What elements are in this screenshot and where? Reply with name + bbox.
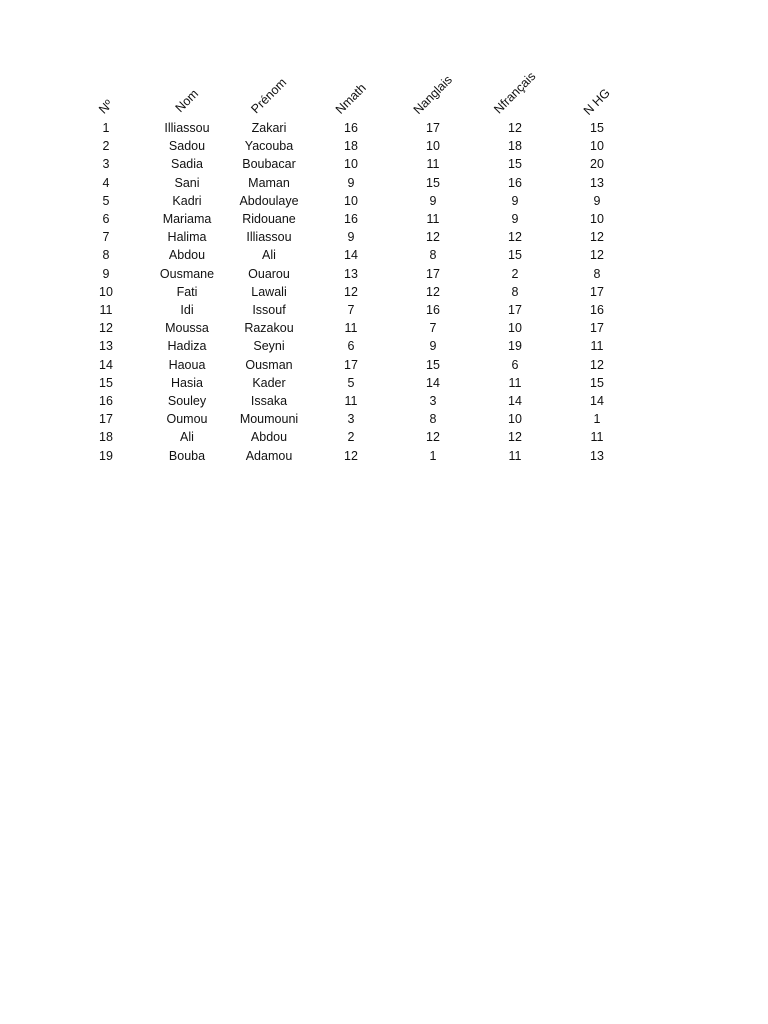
cell-col-nanglais: 11 [426,157,440,172]
header-col-nhg: N HG [580,85,613,118]
cell-col-nmath: 18 [344,139,358,154]
cell-col-nmath: 13 [344,266,358,281]
cell-col-nanglais: 9 [429,339,437,354]
cell-col-nmath: 3 [347,412,355,427]
cell-col-nanglais: 11 [426,212,440,226]
cell-col-nanglais: 16 [426,303,440,317]
cell-col-nfrancais: 12 [508,121,522,135]
cell-col-nanglais: 8 [429,248,437,263]
cell-col-nom: Moussa [165,321,209,336]
cell-col-nfrancais: 16 [508,175,522,190]
cell-col-nmath: 14 [344,248,358,263]
cell-col-nanglais: 9 [429,193,437,208]
header-col-prenom: Prénom [248,75,290,117]
cell-col-nanglais: 3 [429,394,437,408]
cell-col-nmath: 5 [347,375,355,390]
cell-col-no: 1 [102,121,110,135]
cell-col-nfrancais: 14 [508,394,522,408]
cell-col-nhg: 12 [590,357,604,372]
cell-col-nhg: 10 [590,212,604,226]
cell-col-nfrancais: 12 [508,430,522,445]
cell-col-nfrancais: 15 [508,157,522,172]
cell-col-nom: Illiassou [164,121,210,135]
cell-col-no: 17 [99,412,113,427]
cell-col-nmath: 6 [347,339,355,354]
cell-col-nom: Sadia [171,157,203,172]
header-col-no: Nº [96,97,116,117]
cell-col-nom: Souley [167,394,207,408]
cell-col-nhg: 12 [590,248,604,263]
cell-col-nhg: 17 [590,321,604,336]
cell-col-nmath: 7 [347,303,355,317]
cell-col-nom: Abdou [168,248,206,263]
cell-col-prenom: Ouarou [248,266,290,281]
cell-col-prenom: Ridouane [242,212,296,226]
cell-col-prenom: Abdoulaye [239,193,299,208]
cell-col-nom: Haoua [168,357,206,372]
cell-col-no: 2 [102,139,110,154]
cell-col-nmath: 11 [344,321,358,336]
header-col-nanglais: Nanglais [410,72,455,117]
cell-col-prenom: Abdou [250,430,288,445]
cell-col-nfrancais: 18 [508,139,522,154]
cell-col-nfrancais: 15 [508,248,522,263]
cell-col-nanglais: 17 [426,121,440,135]
cell-col-no: 14 [99,357,113,372]
cell-col-nhg: 15 [590,121,604,135]
cell-col-nfrancais: 19 [508,339,522,354]
cell-col-nfrancais: 2 [511,266,519,281]
cell-col-nom: Bouba [168,448,206,463]
header-col-nfrancais: Nfrançais [491,69,539,117]
cell-col-nhg: 11 [590,430,604,445]
cell-col-nom: Hasia [171,375,203,390]
cell-col-no: 13 [99,339,113,354]
cell-col-nhg: 8 [593,266,601,281]
cell-col-nmath: 10 [344,193,358,208]
cell-col-prenom: Boubacar [242,157,296,172]
cell-col-nanglais: 12 [426,284,440,299]
cell-col-prenom: Moumouni [239,412,299,427]
cell-col-nom: Sani [174,175,200,190]
cell-col-nhg: 13 [590,175,604,190]
cell-col-no: 19 [99,448,113,463]
cell-col-nanglais: 17 [426,266,440,281]
cell-col-nom: Oumou [166,412,208,427]
cell-col-nanglais: 15 [426,357,440,372]
cell-col-nanglais: 7 [429,321,437,336]
cell-col-prenom: Kader [252,375,286,390]
cell-col-nom: Halima [167,230,207,245]
cell-col-nfrancais: 12 [508,230,522,245]
header-col-nom: Nom [172,86,202,116]
cell-col-no: 10 [99,284,113,299]
cell-col-nmath: 16 [344,212,358,226]
cell-col-nmath: 9 [347,230,355,245]
cell-col-nfrancais: 10 [508,412,522,427]
cell-col-prenom: Ali [262,248,276,263]
cell-col-nhg: 15 [590,375,604,390]
cell-col-nom: Ali [180,430,194,445]
cell-col-no: 4 [102,175,110,190]
cell-col-nfrancais: 9 [511,193,519,208]
cell-col-nmath: 9 [347,175,355,190]
cell-col-nfrancais: 10 [508,321,522,336]
cell-col-no: 16 [99,394,113,408]
cell-col-no: 3 [102,157,110,172]
cell-col-nmath: 10 [344,157,358,172]
cell-col-prenom: Lawali [251,284,287,299]
cell-col-nom: Sadou [168,139,206,154]
cell-col-nhg: 10 [590,139,604,154]
cell-col-nfrancais: 6 [511,357,519,372]
cell-col-prenom: Zakari [251,121,287,135]
cell-col-nanglais: 12 [426,430,440,445]
cell-col-nmath: 12 [344,284,358,299]
cell-col-nmath: 12 [344,448,358,463]
cell-col-no: 8 [102,248,110,263]
cell-col-prenom: Seyni [253,339,285,354]
cell-col-no: 12 [99,321,113,336]
cell-col-nom: Ousmane [159,266,215,281]
cell-col-nfrancais: 8 [511,284,519,299]
cell-col-no: 9 [102,266,110,281]
cell-col-nhg: 14 [590,394,604,408]
cell-col-nfrancais: 9 [511,212,519,226]
cell-col-nom: Kadri [172,193,202,208]
cell-col-nhg: 12 [590,230,604,245]
header-col-nmath: Nmath [332,80,369,117]
cell-col-prenom: Maman [248,175,290,190]
cell-col-no: 7 [102,230,110,245]
cell-col-nhg: 13 [590,448,604,463]
cell-col-nom: Hadiza [167,339,207,354]
cell-col-nom: Idi [180,303,194,317]
cell-col-nanglais: 14 [426,375,440,390]
cell-col-nfrancais: 17 [508,303,522,317]
cell-col-no: 15 [99,375,113,390]
cell-col-prenom: Ousman [245,357,293,372]
cell-col-prenom: Adamou [245,448,293,463]
cell-col-nanglais: 12 [426,230,440,245]
cell-col-nanglais: 15 [426,175,440,190]
cell-col-nom: Fati [176,284,198,299]
cell-col-nanglais: 10 [426,139,440,154]
cell-col-prenom: Issaka [250,394,288,408]
cell-col-nanglais: 1 [429,448,437,463]
cell-col-nfrancais: 11 [508,448,522,463]
cell-col-nmath: 2 [347,430,355,445]
cell-col-no: 6 [102,212,110,226]
cell-col-no: 5 [102,193,110,208]
cell-col-nmath: 17 [344,357,358,372]
cell-col-nhg: 9 [593,193,601,208]
cell-col-nmath: 16 [344,121,358,135]
cell-col-nfrancais: 11 [508,375,522,390]
cell-col-nom: Mariama [162,212,212,226]
cell-col-prenom: Illiassou [246,230,292,245]
cell-col-nhg: 20 [590,157,604,172]
cell-col-nmath: 11 [344,394,358,408]
cell-col-nanglais: 8 [429,412,437,427]
cell-col-prenom: Razakou [244,321,294,336]
cell-col-nhg: 11 [590,339,604,354]
cell-col-nhg: 1 [593,412,601,427]
cell-col-no: 18 [99,430,113,445]
cell-col-nhg: 17 [590,284,604,299]
cell-col-prenom: Yacouba [244,139,294,154]
cell-col-prenom: Issouf [252,303,286,317]
cell-col-nhg: 16 [590,303,604,317]
cell-col-no: 11 [99,303,113,317]
